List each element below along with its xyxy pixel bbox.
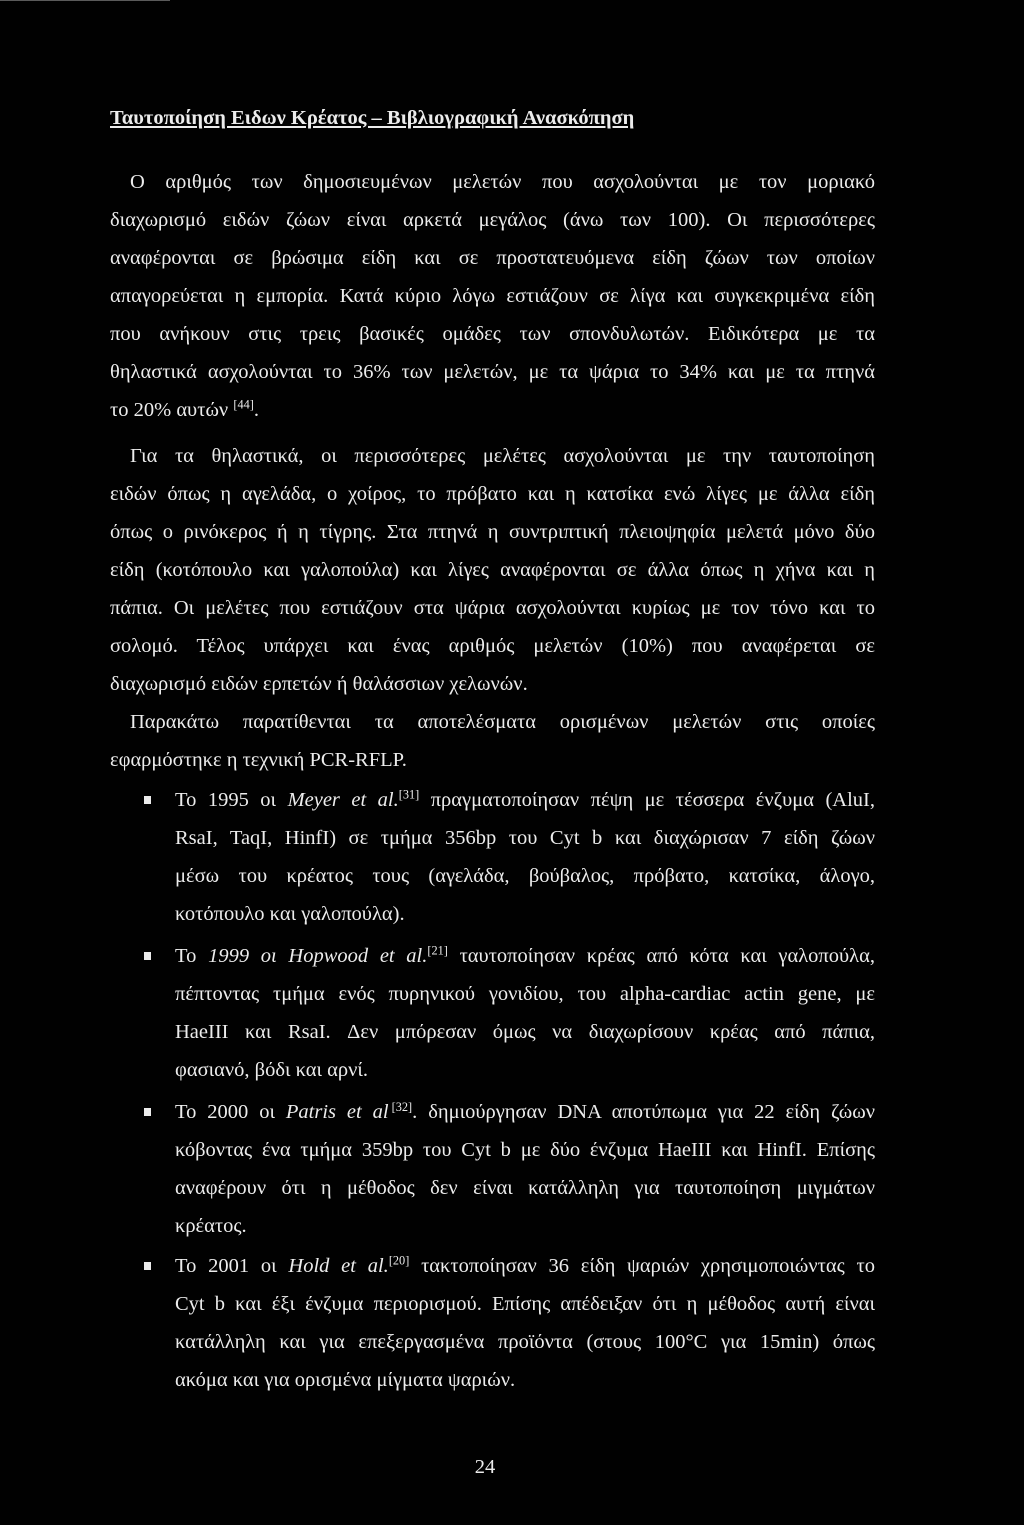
square-bullet-icon (144, 1108, 151, 1116)
study-prefix: Το 1995 οι (175, 789, 288, 811)
study-line: πέπτοντας τμήμα ενός πυρηνικού γονιδίου, του alpha-cardiac actin gene, με (175, 983, 875, 1005)
citation-ref: [20] (388, 1253, 410, 1268)
intro-line: απαγορεύεται η εμπορία. Κατά κύριο λόγω εστιάζουν σε λίγα και συγκεκριμένα είδη (110, 285, 875, 307)
study-line: αναφέρουν ότι η μέθοδος δεν είναι κατάλληλη για ταυτοποίηση μιγμάτων (175, 1177, 875, 1199)
study-text: ταυτοποίησαν κρέας από κότα και γαλοπούλα, (447, 945, 875, 967)
intro-line: Ο αριθμός των δημοσιευμένων μελετών που ασχολούνται με τον μοριακό (130, 171, 875, 193)
study-line (175, 781, 875, 819)
study-line: HaeIII και RsaI. Δεν μπόρεσαν όμως να διαχωρίσουν κρέας από πάπια, (175, 1021, 875, 1043)
overview-line: σολομό. Τέλος υπάρχει και ένας αριθμός μελετών (10%) που αναφέρεται σε (110, 635, 875, 657)
study-line (175, 937, 875, 975)
intro-paragraph (110, 163, 875, 429)
study-line: κόβοντας ένα τμήμα 359bp του Cyt b με δύο ένζυμα HaeIII και HinfI. Επίσης (175, 1139, 875, 1161)
citation-ref: [31] (398, 787, 420, 802)
study-line: κρέατος. (175, 1215, 247, 1237)
citation-ref: [21] (427, 943, 448, 958)
page-number: 24 (474, 1456, 496, 1478)
intro-line: αναφέρονται σε βρώσιμα είδη και σε προστατευόμενα είδη ζώων των οποίων (110, 247, 875, 269)
study-list-item (175, 1093, 875, 1245)
study-line: φασιανό, βόδι και αρνί. (175, 1059, 369, 1081)
study-authors: Hold et al. (288, 1255, 389, 1277)
study-list-item (175, 1247, 875, 1399)
page-title: Ταυτοποίηση Ειδων Κρέατος – Βιβλιογραφική Ανασκόπηση (110, 107, 635, 129)
intro-line (110, 391, 875, 429)
study-text: . δημιούργησαν DNA αποτύπωμα για 22 είδη ζώων (412, 1101, 875, 1123)
intro-line: που ανήκουν στις τρεις βασικές ομάδες των σπονδυλωτών. Ειδικότερα με τα (110, 323, 875, 345)
study-line: RsaI, TaqI, HinfI) σε τμήμα 356bp του Cyt b και διαχώρισαν 7 είδη ζώων (175, 827, 875, 849)
square-bullet-icon (144, 1262, 151, 1270)
square-bullet-icon (144, 952, 151, 960)
study-line: ακόμα και για ορισμένα μίγματα ψαριών. (175, 1369, 516, 1391)
overview-line: είδη (κοτόπουλο και γαλοπούλα) και λίγες αναφέρονται σε άλλα όπως η χήνα και η (110, 559, 875, 581)
study-prefix: Το 2001 οι (175, 1255, 289, 1277)
study-line: Cyt b και έξι ένζυμα περιορισμού. Επίσης απέδειξαν ότι η μέθοδος αυτή είναι (175, 1293, 875, 1315)
intro-line: θηλαστικά ασχολούνται το 36% των μελετών, με τα ψάρια το 34% και με τα πτηνά (110, 361, 875, 383)
study-line: κοτόπουλο και γαλοπούλα). (175, 903, 405, 925)
intro-last-text: το 20% αυτών (110, 399, 234, 421)
study-line (175, 1093, 875, 1131)
study-list-item (175, 937, 875, 1089)
study-list-item (175, 781, 875, 933)
citation-ref: [32] (391, 1099, 413, 1114)
overview-paragraph (110, 437, 875, 703)
study-authors: 1999 οι Hopwood et al. (208, 945, 428, 967)
overview-line: Για τα θηλαστικά, οι περισσότερες μελέτες ασχολούνται με την ταυτοποίηση (130, 445, 875, 467)
study-line: κατάλληλη και για επεξεργασμένα προϊόντα (στους 100°C για 15min) όπως (175, 1331, 875, 1353)
lead-in-line: Παρακάτω παρατίθενται τα αποτελέσματα ορισμένων μελετών στις οποίες (130, 711, 875, 733)
lead-in-paragraph (110, 703, 875, 779)
scan-edge-line (0, 0, 170, 1)
overview-line: ειδών όπως η αγελάδα, ο χοίρος, το πρόβατο και η κατσίκα ενώ λίγες με άλλα είδη (110, 483, 875, 505)
study-line (175, 1247, 875, 1285)
intro-line: διαχωρισμό ειδών ζώων είναι αρκετά μεγάλος (άνω των 100). Οι περισσότερες (110, 209, 875, 231)
study-line: μέσω του κρέατος τους (αγελάδα, βούβαλος, πρόβατο, κατσίκα, άλογο, (175, 865, 875, 887)
study-authors: Patris et al (285, 1101, 389, 1123)
intro-last-end: . (253, 399, 259, 421)
study-prefix: Το 2000 οι (175, 1101, 286, 1123)
citation-ref: [44] (233, 397, 254, 412)
square-bullet-icon (144, 796, 151, 804)
study-prefix: Το (175, 945, 209, 967)
lead-in-line: εφαρμόστηκε η τεχνική PCR-RFLP. (110, 749, 407, 771)
overview-line: πάπια. Οι μελέτες που εστιάζουν στα ψάρια ασχολούνται κυρίως με τον τόνο και το (110, 597, 875, 619)
study-text: τακτοποίησαν 36 είδη ψαριών χρησιμοποιώντας το (409, 1255, 875, 1277)
study-authors: Meyer et al. (287, 789, 399, 811)
study-text: πραγματοποίησαν πέψη με τέσσερα ένζυμα (AluI, (419, 789, 875, 811)
overview-line: διαχωρισμό ειδών ερπετών ή θαλάσσιων χελωνών. (110, 673, 528, 695)
overview-line: όπως ο ρινόκερος ή η τίγρης. Στα πτηνά η συντριπτική πλειοψηφία μελετά μόνο δύο (110, 521, 875, 543)
